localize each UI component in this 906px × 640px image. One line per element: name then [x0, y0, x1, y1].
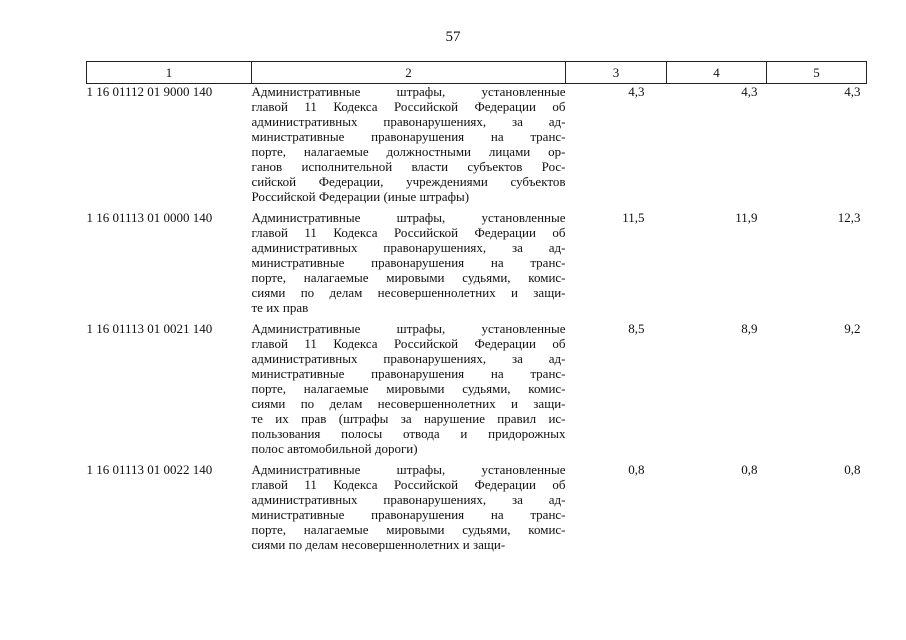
column-header-1: 1 — [87, 62, 252, 84]
description-line: главой 11 Кодекса Российской Федерации об — [251, 99, 566, 114]
description-line: полос автомобильной дороги) — [251, 441, 418, 456]
description-cell — [252, 84, 566, 211]
description-line: сиями по делам несовершеннолетних и защи- — [251, 537, 506, 552]
column-header-2: 2 — [252, 62, 566, 84]
table-row — [87, 321, 867, 462]
description-line: главой 11 Кодекса Российской Федерации об — [251, 477, 566, 492]
description-line: главой 11 Кодекса Российской Федерации об — [251, 225, 566, 240]
value-column-3: 11,5 — [622, 210, 645, 225]
description-line: те их прав — [251, 300, 309, 315]
value-column-5: 4,3 — [844, 84, 861, 99]
value-column-4: 8,9 — [741, 321, 758, 336]
description-line: Административные штрафы, установленные — [251, 321, 566, 336]
description-line: сийской Федерации, учреждениями субъектов — [251, 174, 566, 189]
table-row — [87, 462, 867, 558]
description-line: Административные штрафы, установленные — [251, 462, 566, 477]
description-line: порте, налагаемые мировыми судьями, комис- — [251, 522, 566, 537]
value-column-3: 0,8 — [628, 462, 645, 477]
description-line: ганов исполнительной власти субъектов Рос- — [251, 159, 566, 174]
value-column-5: 12,3 — [837, 210, 861, 225]
revenue-table — [86, 61, 867, 558]
value-column-5: 0,8 — [844, 462, 861, 477]
value-column-5: 9,2 — [844, 321, 861, 336]
description-line: министративные правонарушения на транс- — [251, 255, 566, 270]
value-column-3: 4,3 — [628, 84, 645, 99]
description-line: административных правонарушениях, за ад- — [251, 114, 566, 129]
description-line: порте, налагаемые должностными лицами ор- — [251, 144, 566, 159]
description-line: порте, налагаемые мировыми судьями, комис- — [251, 270, 566, 285]
description-line: Российской Федерации (иные штрафы) — [251, 189, 470, 204]
table-row — [87, 84, 867, 211]
budget-code: 1 16 01113 01 0021 140 — [86, 321, 213, 336]
description-line: порте, налагаемые мировыми судьями, комис- — [251, 381, 566, 396]
description-line: Административные штрафы, установленные — [251, 84, 566, 99]
description-line: сиями по делам несовершеннолетних и защи- — [251, 285, 566, 300]
budget-code: 1 16 01113 01 0000 140 — [86, 210, 213, 225]
budget-code: 1 16 01112 01 9000 140 — [86, 84, 213, 99]
column-header-5: 5 — [767, 62, 867, 84]
description-line: Административные штрафы, установленные — [251, 210, 566, 225]
column-header-4: 4 — [667, 62, 767, 84]
description-line: административных правонарушениях, за ад- — [251, 351, 566, 366]
value-column-4: 0,8 — [741, 462, 758, 477]
description-line: главой 11 Кодекса Российской Федерации об — [251, 336, 566, 351]
description-cell — [252, 321, 566, 462]
value-column-4: 4,3 — [741, 84, 758, 99]
description-line: министративные правонарушения на транс- — [251, 366, 566, 381]
description-line: министративные правонарушения на транс- — [251, 129, 566, 144]
description-cell — [252, 462, 566, 558]
description-line: административных правонарушениях, за ад- — [251, 240, 566, 255]
table-header-row — [87, 62, 867, 84]
description-line: те их прав (штрафы за нарушение правил ис- — [251, 411, 566, 426]
description-line: министративные правонарушения на транс- — [251, 507, 566, 522]
description-line: административных правонарушениях, за ад- — [251, 492, 566, 507]
value-column-4: 11,9 — [735, 210, 758, 225]
description-line: пользования полосы отвода и придорожных — [251, 426, 566, 441]
table-row — [87, 210, 867, 321]
description-cell — [252, 210, 566, 321]
description-line: сиями по делам несовершеннолетних и защи- — [251, 396, 566, 411]
page-number: 57 — [445, 29, 461, 45]
value-column-3: 8,5 — [628, 321, 645, 336]
column-header-3: 3 — [566, 62, 667, 84]
budget-code: 1 16 01113 01 0022 140 — [86, 462, 213, 477]
